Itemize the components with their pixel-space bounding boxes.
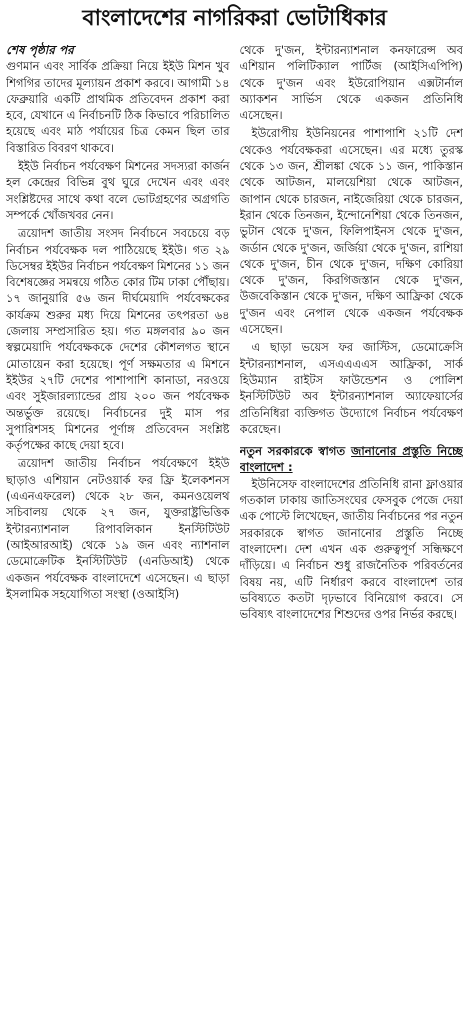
article-columns	[6, 42, 463, 1020]
headline: বাংলাদেশের নাগরিকরা ভোটাধিকার	[82, 6, 387, 31]
paragraph: ইউনিসেফ বাংলাদেশের প্রতিনিধি রানা ফ্লাওয়ার গতকাল ঢাকায় জাতিসংঘের ফেসবুক পেজে দেয়া এক পোস্টে লিখেছেন, জাতীয় নির্বাচনের পর নতুন সরকারকে স্বাগত জানানোর প্রস্তুতি নিচ্ছে বাংলাদেশ। দেশ এখন এক গুরুত্বপূর্ণ সন্ধিক্ষণে দাঁড়িয়ে। এ নির্বাচন শুধু রাজনৈতিক পরিবর্তনের বিষয় নয়, এটি নির্ধারণ করবে বাংলাদেশ তার ভবিষ্যতে কতটা দৃঢ়ভাবে বিনিয়োগ করবে। সে ভবিষ্যৎ বাংলাদেশের শিশুদের ওপর নির্ভর করছে।	[239, 476, 463, 622]
subheading-underlined: জানানোর প্রস্তুতি নিচ্ছে বাংলাদেশ :	[239, 444, 463, 475]
subheading-lead: নতুন সরকারকে স্বাগত	[239, 444, 346, 459]
paragraph: থেকে দু'জন, ইন্টারন্যাশনাল কনফারেন্স অব এশিয়ান পলিটিক্যাল পার্টিজ (আইসিএপিপি) থেকে দু'জন এবং ইউরোপিয়ান এক্সটার্নাল অ্যাকশন সার্ভিস থেকে একজন প্রতিনিধি এসেছেন।	[239, 43, 463, 123]
paragraph: ত্রয়োদশ জাতীয় নির্বাচন পর্যবেক্ষণে ইইউ ছাড়াও এশিয়ান নেটওয়ার্ক ফর ফ্রি ইলেকশনস (এএনএফরেল) থেকে ২৮ জন, কমনওয়েলথ সচিবালয় থেকে ২৭ জন, যুক্তরাষ্ট্রভিত্তিক ইন্টারন্যাশনাল রিপাবলিকান ইনস্টিটিউট (আইআরআই) থেকে ১৯ জন এবং ন্যাশনাল ডেমোক্রেটিক ইনস্টিটিউট (এনডিআই) থেকে একজন পর্যবেক্ষক বাংলাদেশে এসেছেন। এ ছাড়া ইসলামিক সহযোগিতা সংস্থা (ওআইসি)	[6, 456, 230, 601]
paragraph: ত্রয়োদশ জাতীয় সংসদ নির্বাচনে সবচেয়ে বড় নির্বাচন পর্যবেক্ষক দল পাঠিয়েছে ইইউ। গত ২৯ ডিসেম্বর ইইউর নির্বাচন পর্যবেক্ষণ মিশনের ১১ জন বিশেষজ্ঞের সমন্বয়ে গঠিত কোর টিম ঢাকা পৌঁছায়। ১৭ জানুয়ারি ৫৬ জন দীর্ঘমেয়াদি পর্যবেক্ষকের কার্যক্রম শুরুর মধ্য দিয়ে মিশনের তৎপরতা ৬৪ জেলায় সম্প্রসারিত হয়। গত মঙ্গলবার ৯০ জন স্বল্পমেয়াদি পর্যবেক্ষককে দেশের কৌশলগত স্থানে মোতায়েন করা হয়েছে। পূর্ণ সক্ষমতার এ মিশনে ইইউর ২৭টি দেশের পাশাপাশি কানাডা, নরওয়ে এবং সুইজারল্যান্ডের প্রায় ২০০ জন পর্যবেক্ষক অন্তর্ভুক্ত রয়েছে। নির্বাচনের দুই মাস পর সুপারিশসহ মিশনের পূর্ণাঙ্গ প্রতিবেদন সংশ্লিষ্ট কর্তৃপক্ষের কাছে দেয়া হবে।	[6, 226, 230, 453]
paragraph: ইউরোপীয় ইউনিয়নের পাশাপাশি ২১টি দেশ থেকেও পর্যবেক্ষকরা এসেছেন। এর মধ্যে তুরস্ক থেকে ১৩ জন, শ্রীলঙ্কা থেকে ১১ জন, পাকিস্তান থেকে আটজন, মালয়েশিয়া থেকে আটজন, জাপান থেকে চারজন, নাইজেরিয়া থেকে চারজন, ইরান থেকে তিনজন, ইন্দোনেশিয়া থেকে তিনজন, ভুটান থেকে দু'জন, ফিলিপাইনস থেকে দু'জন, জর্ডান থেকে দু'জন, জর্জিয়া থেকে দু'জন, রাশিয়া থেকে দু'জন, চীন থেকে দু'জন, দক্ষিণ কোরিয়া থেকে দু'জন, কিরগিজস্তান থেকে দু'জন, উজবেকিস্তান থেকে দু'জন, দক্ষিণ আফ্রিকা থেকে দু'জন এবং নেপাল থেকে একজন পর্যবেক্ষক এসেছেন।	[239, 126, 463, 337]
subheading	[240, 443, 464, 476]
paragraph: ইইউ নির্বাচন পর্যবেক্ষণ মিশনের সদস্যরা কার্জন হল কেন্দ্রের বিভিন্ন বুথ ঘুরে দেখেন এবং এবং সংশ্লিষ্টদের সাথে কথা বলে ভোটগ্রহণের অগ্রগতি সম্পর্কে খোঁজখবর নেন।	[6, 159, 230, 222]
right-column	[240, 42, 464, 1020]
paragraph: গুণমান এবং সার্বিক প্রক্রিয়া নিয়ে ইইউ মিশন খুব শিগগির তাদের মূল্যায়ন প্রকাশ করবে। আগামী ১৪ ফেব্রুয়ারি একটি প্রাথমিক প্রতিবেদন প্রকাশ করা হবে, যেখানে এ নির্বাচনটি ঠিক কিভাবে পরিচালিত হয়েছে এবং মাঠ পর্যায়ের চিত্র কেমন ছিল তার বিস্তারিত বিবরণ থাকবে।	[6, 59, 230, 155]
left-column	[6, 42, 230, 1020]
paragraph: এ ছাড়া ভয়েস ফর জাস্টিস, ডেমোক্রেসি ইন্টারন্যাশনাল, এসএএএএস আফ্রিকা, সার্ক হিউম্যান রাইটস ফাউন্ডেশন ও পোলিশ ইনস্টিটিউট অব ইন্টারন্যাশনাল অ্যাফেয়ার্সের প্রতিনিধিরা ব্যক্তিগত উদ্যোগে নির্বাচন পর্যবেক্ষণ করেছেন।	[239, 340, 463, 436]
jump-line: শেষ পৃষ্ঠার পর	[6, 43, 74, 57]
